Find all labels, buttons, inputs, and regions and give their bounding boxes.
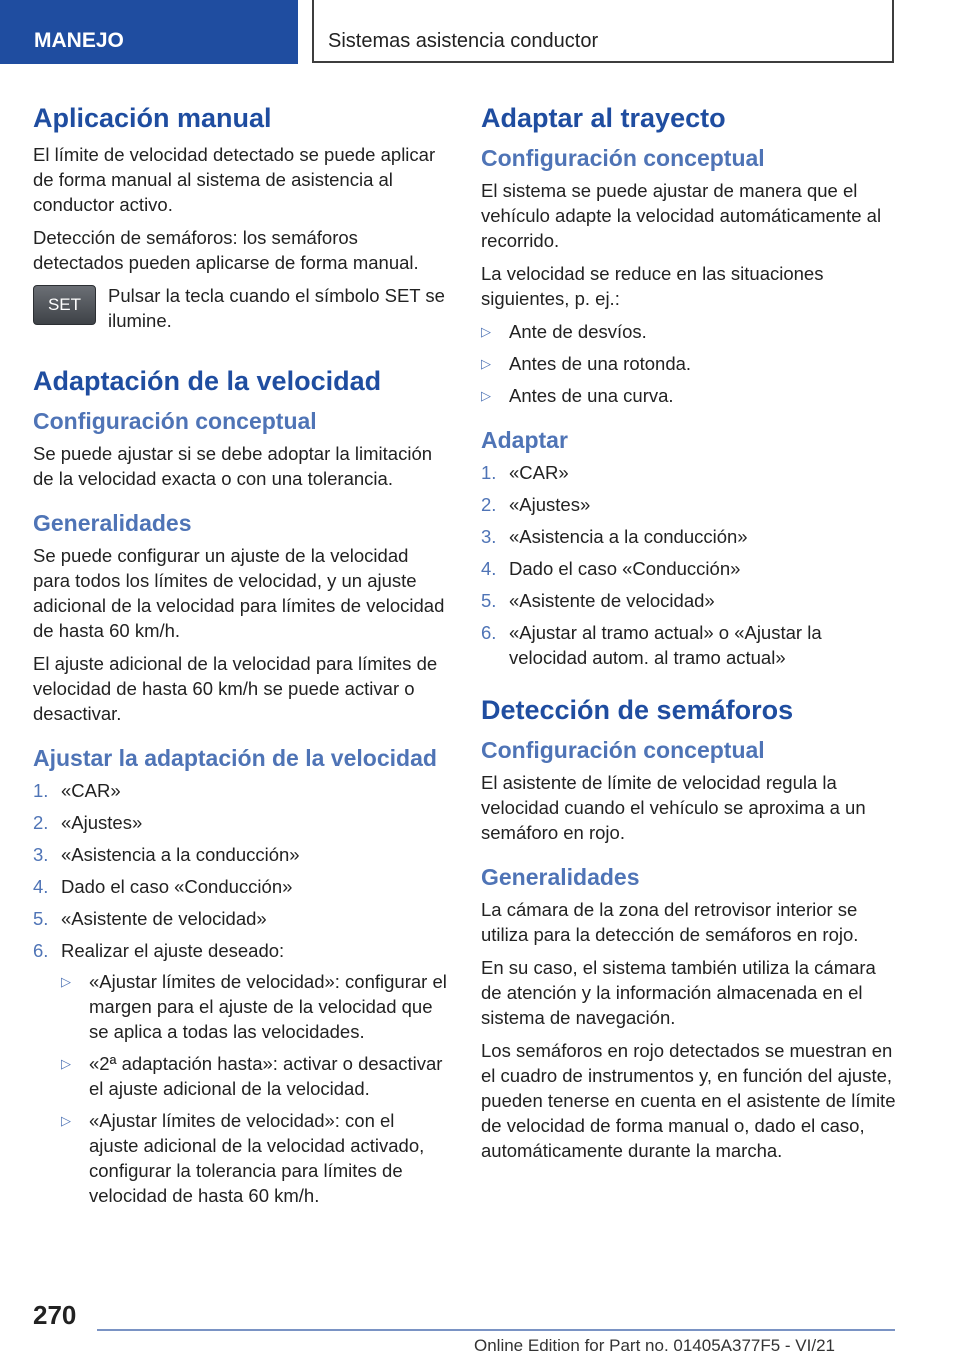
triangle-right-icon: ▷ <box>61 1113 71 1128</box>
right-column <box>481 100 897 1171</box>
paragraph: La cámara de la zona del retrovisor interior se utiliza para la detección de semáforos en rojo. <box>481 899 859 945</box>
list-item <box>481 351 897 376</box>
list-item <box>481 588 897 613</box>
list-item <box>33 938 448 1215</box>
step-number: 3. <box>481 526 497 547</box>
paragraph: El límite de velocidad detectado se puede aplicar de forma manual al sistema de asistencia al conductor activo. <box>33 144 436 215</box>
list-item <box>481 524 897 549</box>
triangle-right-icon: ▷ <box>481 324 491 339</box>
step-number: 6. <box>33 940 49 961</box>
step-text: Dado el caso «Conducción» <box>509 558 741 579</box>
list-item <box>481 460 897 485</box>
heading-adaptacion: Adaptación de la velocidad <box>33 366 382 396</box>
paragraph: Detección de semáforos: los semáforos detectados pueden aplicarse de forma manual. <box>33 227 419 273</box>
set-key-icon: SET <box>33 285 96 325</box>
step-number: 4. <box>481 558 497 579</box>
footer-divider <box>97 1329 895 1331</box>
list-item <box>481 383 897 408</box>
footer-edition: Online Edition for Part no. 01405A377F5 - VI/21 <box>474 1336 836 1355</box>
step-text: «Ajustar al tramo actual» o «Ajustar la velocidad autom. al tramo actual» <box>509 622 822 668</box>
bullet-text: Antes de una rotonda. <box>509 353 692 374</box>
paragraph: Los semáforos en rojo detectados se muestran en el cuadro de instrumentos y, en función del ajuste, pueden tenerse en cuenta en el asistente de límite de velocidad de forma manual o, dado el caso, automáticamente durante la marcha. <box>481 1040 896 1161</box>
step-text: Dado el caso «Conducción» <box>61 876 293 897</box>
list-item <box>61 1108 448 1208</box>
section-adaptacion <box>33 363 448 1215</box>
steps-list <box>481 460 897 670</box>
steps-list <box>33 778 448 1215</box>
step-number: 5. <box>481 590 497 611</box>
heading-trayecto: Adaptar al trayecto <box>481 103 726 133</box>
paragraph: El ajuste adicional de la velocidad para límites de velocidad de hasta 60 km/h se puede activar o desactivar. <box>33 653 438 724</box>
section-manual <box>33 100 448 341</box>
step-text: «CAR» <box>61 780 121 801</box>
step-text: «Asistente de velocidad» <box>61 908 267 929</box>
subheading-general: Generalidades <box>481 864 640 890</box>
set-key-row <box>33 283 448 341</box>
subheading-concept: Configuración conceptual <box>481 737 765 763</box>
step-text: «Asistencia a la conducción» <box>509 526 748 547</box>
paragraph: La velocidad se reduce en las situaciones siguientes, p. ej.: <box>481 263 824 309</box>
header-chapter-label: Sistemas asistencia conductor <box>328 30 599 52</box>
step-number: 5. <box>33 908 49 929</box>
heading-semaforos: Detección de semáforos <box>481 695 794 725</box>
subheading-general: Generalidades <box>33 510 192 536</box>
step-text: «Asistencia a la conducción» <box>61 844 300 865</box>
page-number: 270 <box>33 1300 77 1330</box>
triangle-right-icon: ▷ <box>481 388 491 403</box>
list-item <box>481 620 897 670</box>
step-number: 6. <box>481 622 497 643</box>
subheading-concept: Configuración conceptual <box>33 408 317 434</box>
paragraph: En su caso, el sistema también utiliza la cámara de atención y la información almacenada en el sistema de navegación. <box>481 957 876 1028</box>
step-number: 2. <box>481 494 497 515</box>
paragraph: El asistente de límite de velocidad regula la velocidad cuando el vehículo se aproxima a un semáforo en rojo. <box>481 772 866 843</box>
list-item <box>33 810 448 835</box>
header-chapter-box <box>312 0 894 63</box>
step-text: «Ajustes» <box>509 494 591 515</box>
bullet-list <box>481 319 897 408</box>
bullet-text: Antes de una curva. <box>509 385 674 406</box>
bullet-text: «2ª adaptación hasta»: activar o desactivar el ajuste adicional de la velocidad. <box>89 1053 443 1099</box>
step-text: Realizar el ajuste deseado: <box>61 940 285 961</box>
list-item <box>481 492 897 517</box>
list-item <box>481 319 897 344</box>
step-text: «CAR» <box>509 462 569 483</box>
list-item <box>61 1051 448 1101</box>
set-key-text: Pulsar la tecla cuando el símbolo SET se ilumine. <box>108 285 445 331</box>
triangle-right-icon: ▷ <box>61 974 71 989</box>
paragraph: El sistema se puede ajustar de manera que el vehículo adapte la velocidad automáticamente al recorrido. <box>481 180 882 251</box>
step-text: «Asistente de velocidad» <box>509 590 715 611</box>
header-section-tab <box>0 0 298 64</box>
triangle-right-icon: ▷ <box>61 1056 71 1071</box>
step-number: 3. <box>33 844 49 865</box>
list-item <box>33 906 448 931</box>
subheading-ajustar: Ajustar la adaptación de la velocidad <box>33 745 437 771</box>
step-text: «Ajustes» <box>61 812 143 833</box>
bullet-text: «Ajustar límites de velocidad»: con el ajuste adicional de la velocidad activado, configurar la tolerancia para límites de velocidad de hasta 60 km/h. <box>89 1110 425 1206</box>
paragraph: Se puede ajustar si se debe adoptar la limitación de la velocidad exacta o con una tolerancia. <box>33 443 433 489</box>
header-section-label: MANEJO <box>34 29 124 52</box>
subheading-concept: Configuración conceptual <box>481 145 765 171</box>
subheading-adaptar: Adaptar <box>481 427 568 453</box>
step-number: 2. <box>33 812 49 833</box>
bullet-text: Ante de desvíos. <box>509 321 647 342</box>
list-item <box>33 842 448 867</box>
list-item <box>33 874 448 899</box>
step-number: 1. <box>481 462 497 483</box>
list-item <box>33 778 448 803</box>
paragraph: Se puede configurar un ajuste de la velocidad para todos los límites de velocidad, y un ajuste adicional de la velocidad para límites de velocidad de hasta 60 km/h. <box>33 545 445 641</box>
step-number: 1. <box>33 780 49 801</box>
bullet-text: «Ajustar límites de velocidad»: configurar el margen para el ajuste de la velocidad que se aplica a todas las velocidades. <box>89 971 447 1042</box>
triangle-right-icon: ▷ <box>481 356 491 371</box>
list-item <box>61 969 448 1044</box>
section-semaforos <box>481 692 897 1163</box>
left-column <box>33 100 448 1222</box>
list-item <box>481 556 897 581</box>
step-number: 4. <box>33 876 49 897</box>
sub-bullets <box>61 969 448 1208</box>
section-trayecto <box>481 100 897 670</box>
heading-manual: Aplicación manual <box>33 103 272 133</box>
